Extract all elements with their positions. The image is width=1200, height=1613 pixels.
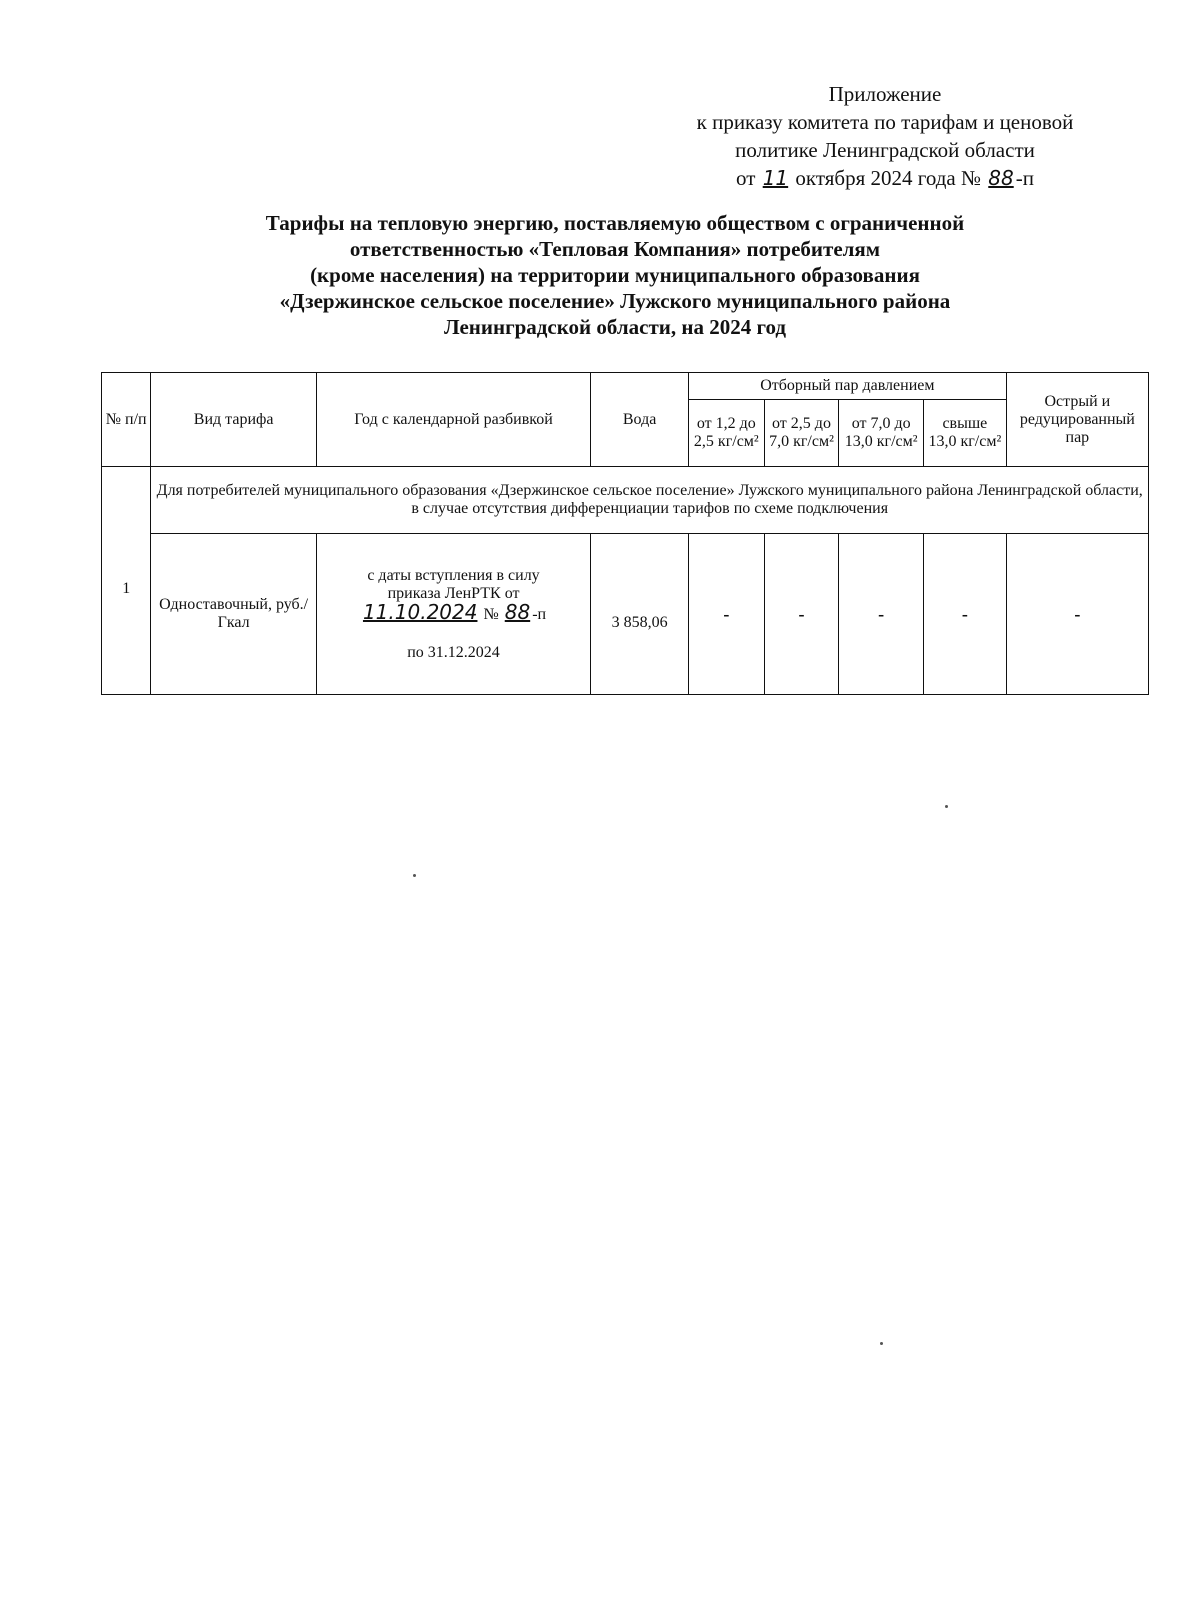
pressure-4-value: - <box>924 534 1007 695</box>
header-pressure-2: от 2,5 до 7,0 кг/см² <box>764 400 839 467</box>
date-rest: октября 2024 года № <box>795 166 982 190</box>
period-cell <box>316 534 590 695</box>
header-steam-group: Отборный пар давлением <box>689 373 1007 400</box>
period-no-sign: № <box>483 605 499 623</box>
table-row <box>102 534 1149 695</box>
title-line1: Тарифы на тепловую энергию, поставляемую обществом с ограниченной <box>265 211 965 235</box>
header-num: № п/п <box>102 373 151 467</box>
period-line2: приказа ЛенРТК от <box>387 584 520 602</box>
header-row-1 <box>102 373 1149 400</box>
header-tariff-type: Вид тарифа <box>151 373 316 467</box>
period-end: по 31.12.2024 <box>407 643 500 661</box>
period-suffix: -п <box>532 605 547 623</box>
title-line5: Ленинградской области, на 2024 год <box>443 315 787 339</box>
tariff-type-cell: Одноставочный, руб./Гкал <box>151 534 316 695</box>
header-pressure-4: свыше 13,0 кг/см² <box>924 400 1007 467</box>
date-prefix: от <box>736 166 756 190</box>
appendix-block <box>640 80 1130 192</box>
pressure-2-value: - <box>764 534 839 695</box>
header-year: Год с календарной разбивкой <box>316 373 590 467</box>
document-title <box>140 210 1090 340</box>
appendix-line1: Приложение <box>828 82 942 106</box>
handwritten-day: 11 <box>762 166 789 190</box>
header-pressure-1: от 1,2 до 2,5 кг/см² <box>689 400 765 467</box>
water-value: 3 858,06 <box>591 534 689 695</box>
period-line1: с даты вступления в силу <box>367 566 540 584</box>
sharp-steam-value: - <box>1006 534 1148 695</box>
title-line4: «Дзержинское сельское поселение» Лужского муниципального района <box>279 289 951 313</box>
pressure-1-value: - <box>689 534 765 695</box>
appendix-line3: политике Ленинградской области <box>735 138 1035 162</box>
handwritten-order-number: 88 <box>988 166 1014 190</box>
handwritten-period-date: 11.10.2024 <box>362 599 478 624</box>
scan-speck <box>945 805 948 808</box>
appendix-date-line <box>640 164 1130 192</box>
group-row <box>102 467 1149 534</box>
title-line3: (кроме населения) на территории муниципального образования <box>310 263 920 287</box>
header-water: Вода <box>591 373 689 467</box>
title-line2: ответственностью «Тепловая Компания» потребителям <box>349 237 881 261</box>
row-number: 1 <box>102 467 151 695</box>
scan-speck <box>413 874 416 877</box>
tariff-table <box>101 372 1149 695</box>
group-description: Для потребителей муниципального образования «Дзержинское сельское поселение» Лужского муниципального района Ленинградской области, в случае отсутствия дифференциации тарифов по схеме подключения <box>151 467 1149 534</box>
handwritten-period-order: 88 <box>504 599 531 624</box>
header-sharp-steam: Острый и редуцированный пар <box>1006 373 1148 467</box>
pressure-3-value: - <box>839 534 924 695</box>
header-pressure-3: от 7,0 до 13,0 кг/см² <box>839 400 924 467</box>
period-order-line <box>320 599 587 624</box>
appendix-line2: к приказу комитета по тарифам и ценовой <box>696 110 1074 134</box>
scan-speck <box>880 1342 883 1345</box>
order-suffix: -п <box>1015 166 1034 190</box>
